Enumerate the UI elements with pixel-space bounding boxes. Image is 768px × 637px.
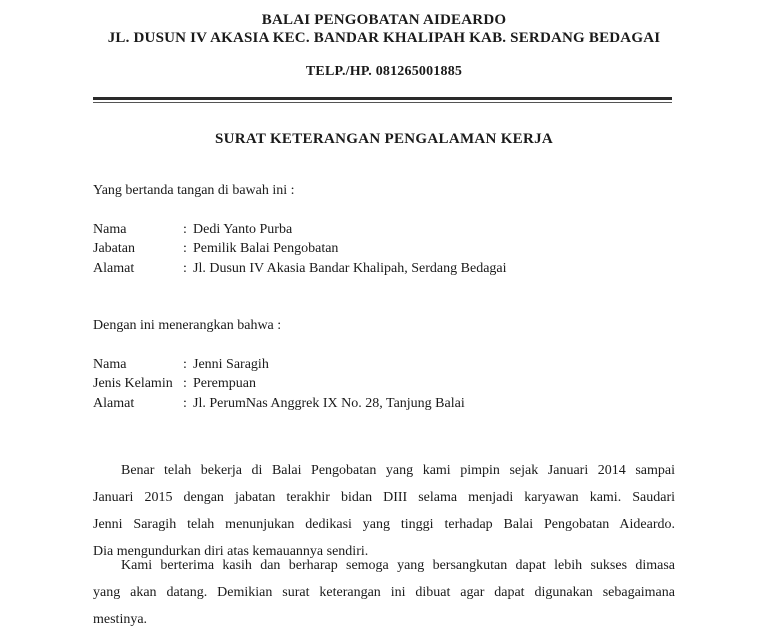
signer-row — [93, 241, 338, 257]
signer-row — [93, 261, 507, 277]
letterhead-address: JL. DUSUN IV AKASIA KEC. BANDAR KHALIPAH KAB. SERDANG BEDAGAI — [107, 30, 661, 46]
letterhead-divider-thin — [93, 102, 672, 103]
field-colon: : — [183, 396, 187, 411]
field-colon: : — [183, 222, 187, 237]
signer-label: Alamat — [93, 261, 135, 276]
employee-value: Jenni Saragih — [193, 357, 269, 372]
signer-value: Dedi Yanto Purba — [193, 222, 293, 237]
field-colon: : — [183, 357, 187, 372]
employee-row — [93, 396, 465, 412]
paragraph-line: mestinya. — [93, 612, 148, 627]
employee-value: Perempuan — [193, 376, 256, 391]
intro-text: Yang bertanda tangan di bawah ini : — [93, 183, 295, 198]
employee-label: Jenis Kelamin — [93, 376, 173, 391]
field-colon: : — [183, 241, 187, 256]
paragraph-line: Kami berterima kasih dan berharap semoga yang bersangkutan dapat lebih sukses dimasa — [121, 558, 675, 573]
paragraph-closing — [93, 556, 675, 637]
signer-value: Pemilik Balai Pengobatan — [193, 241, 339, 256]
statement-text: Dengan ini menerangkan bahwa : — [93, 318, 282, 333]
field-colon: : — [183, 376, 187, 391]
letter-title: SURAT KETERANGAN PENGALAMAN KERJA — [214, 131, 554, 147]
paragraph-line: Dia mengundurkan diri atas kemauannya sendiri. — [93, 544, 369, 559]
signer-label: Jabatan — [93, 241, 135, 256]
signer-value: Jl. Dusun IV Akasia Bandar Khalipah, Serdang Bedagai — [193, 261, 507, 276]
letterhead-divider-thick — [93, 97, 672, 100]
paragraph-line: yang akan datang. Demikian surat keterangan ini dibuat agar dapat digunakan sebagaimana — [93, 585, 675, 600]
employee-row — [93, 376, 256, 392]
signer-label: Nama — [93, 222, 127, 237]
employee-value: Jl. PerumNas Anggrek IX No. 28, Tanjung Balai — [193, 396, 465, 411]
field-colon: : — [183, 261, 187, 276]
employee-label: Alamat — [93, 396, 135, 411]
employee-row — [93, 357, 269, 373]
paragraph-line: Januari 2015 dengan jabatan terakhir bidan DIII selama menjadi karyawan kami. Saudari — [93, 490, 675, 505]
paragraph-line: Benar telah bekerja di Balai Pengobatan yang kami pimpin sejak Januari 2014 sampai — [121, 463, 675, 478]
letterhead-name: BALAI PENGOBATAN AIDEARDO — [261, 12, 507, 28]
letterhead-phone: TELP./HP. 081265001885 — [305, 64, 463, 79]
paragraph-employment — [93, 461, 675, 560]
employee-label: Nama — [93, 357, 127, 372]
paragraph-line: Jenni Saragih telah menunjukan dedikasi yang tinggi terhadap Balai Pengobatan Aideardo. — [93, 517, 675, 532]
signer-row — [93, 222, 292, 238]
